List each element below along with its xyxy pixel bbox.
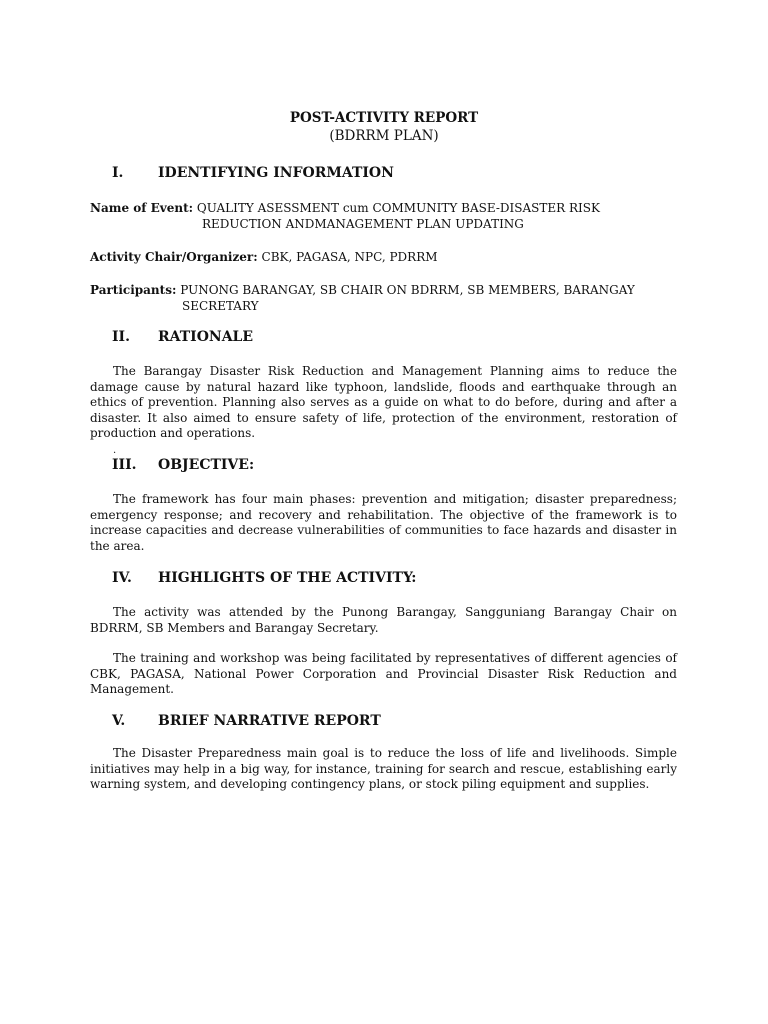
field-name-of-event (90, 200, 690, 232)
section-number: I. (112, 165, 124, 181)
field-value-line-1: PUNONG BARANGAY, SB CHAIR ON BDRRM, SB MEMBERS, BARANGAY (180, 283, 635, 297)
field-value-line-1: QUALITY ASESSMENT cum COMMUNITY BASE-DISASTER RISK (196, 201, 600, 215)
highlights-paragraph-2: The training and workshop was being facilitated by representatives of different agencies of CBK, PAGASA, National Power Corporation and Provincial Disaster Risk Reduction and Management. (90, 651, 677, 696)
section-title: BRIEF NARRATIVE REPORT (158, 713, 381, 729)
field-value-line-2: SECRETARY (182, 299, 259, 313)
section-title: RATIONALE (158, 329, 254, 345)
section-number: II. (112, 329, 130, 345)
field-label: Participants: (90, 283, 177, 297)
field-label: Name of Event: (90, 201, 194, 215)
field-value-line-2: REDUCTION ANDMANAGEMENT PLAN UPDATING (202, 217, 524, 231)
section-number: III. (112, 457, 137, 473)
section-heading-objective (112, 457, 254, 473)
section-heading-highlights (112, 570, 416, 586)
section-number: IV. (112, 570, 132, 586)
section-number: V. (112, 713, 126, 729)
stray-mark: . (113, 445, 117, 456)
highlights-paragraph-1: The activity was attended by the Punong Barangay, Sangguniang Barangay Chair on BDRRM, SB Members and Barangay Secretary. (90, 605, 677, 635)
field-value: CBK, PAGASA, NPC, PDRRM (261, 250, 438, 264)
section-heading-rationale (112, 329, 253, 345)
section-title: OBJECTIVE: (158, 457, 255, 473)
report-subtitle: (BDRRM PLAN) (329, 128, 439, 144)
report-title: POST-ACTIVITY REPORT (289, 110, 479, 126)
rationale-paragraph: The Barangay Disaster Risk Reduction and Management Planning aims to reduce the damage cause by natural hazard like typhoon, landslide, floods and earthquake through an ethics of prevention. Planning also serves as a guide on what to do before, during and after a disaster. It also aimed to ensure safety of life, protection of the environment, restoration of production and operations. (90, 364, 677, 440)
field-participants (90, 282, 690, 314)
field-activity-chair (90, 249, 690, 265)
objective-paragraph: The framework has four main phases: prevention and mitigation; disaster preparedness; emergency response; and recovery and rehabilitation. The objective of the framework is to increase capacities and decrease vulnerabilities of communities to face hazards and disaster in the area. (90, 492, 677, 553)
section-title: IDENTIFYING INFORMATION (158, 165, 394, 181)
section-title: HIGHLIGHTS OF THE ACTIVITY: (158, 570, 417, 586)
field-label: Activity Chair/Organizer: (90, 250, 258, 264)
section-heading-brief-narrative (112, 713, 381, 729)
section-heading-identifying-information (112, 165, 394, 181)
narrative-paragraph: The Disaster Preparedness main goal is to reduce the loss of life and livelihoods. Simple initiatives may help in a big way, for instance, training for search and rescue, establishing early warning system, and developing contingency plans, or stock piling equipment and supplies. (90, 746, 677, 791)
